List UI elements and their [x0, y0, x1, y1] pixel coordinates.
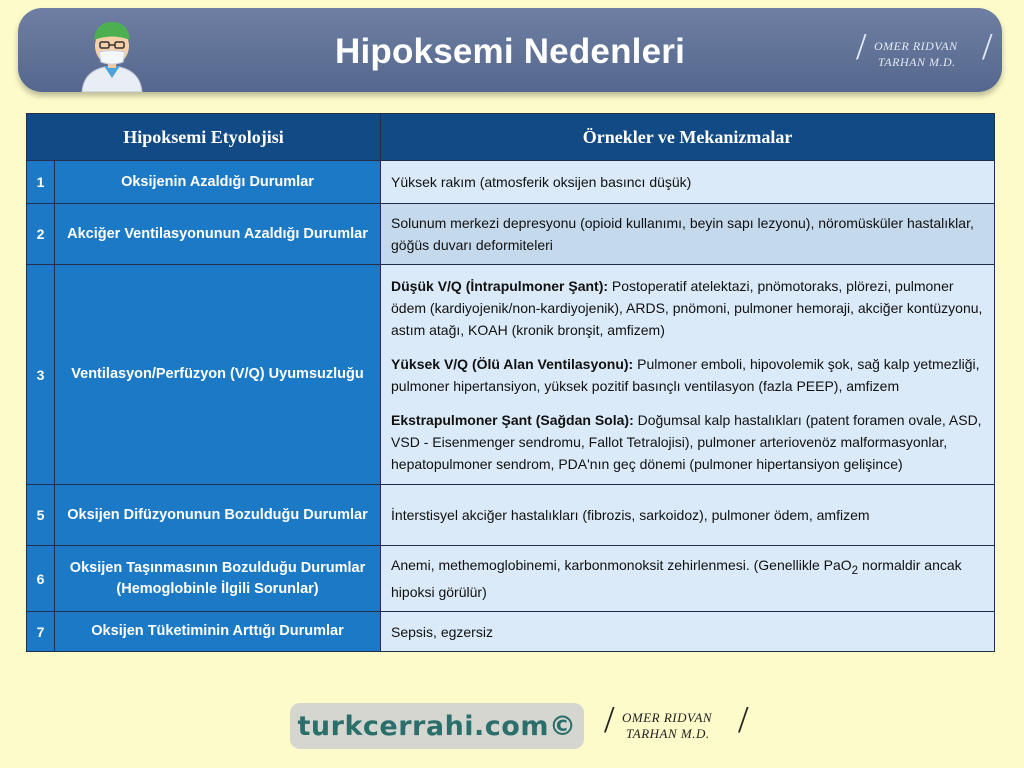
- examples-cell: Yüksek rakım (atmosferik oksijen basıncı düşük): [381, 161, 995, 204]
- mechanism-label: Düşük V/Q (İntrapulmoner Şant):: [391, 277, 609, 294]
- etiology-cell: [55, 546, 381, 612]
- etiology-cell: Oksijenin Azaldığı Durumlar: [55, 161, 381, 204]
- etiology-cell: Oksijen Difüzyonunun Bozulduğu Durumlar: [55, 485, 381, 546]
- table-row: [27, 485, 995, 546]
- examples-cell: [381, 265, 995, 485]
- row-number: 1: [27, 161, 55, 204]
- mechanism-block-high-vq: [391, 353, 984, 397]
- examples-cell: İnterstisyel akciğer hastalıkları (fibrozis, sarkoidoz), pulmoner ödem, amfizem: [381, 485, 995, 546]
- signature-line-2: TARHAN M.D.: [878, 55, 956, 69]
- mechanism-text: Pulmoner emboli, hipovolemik şok, sağ kalp yetmezliği, pulmoner hipertansiyon, yüksek pozitif basınçlı ventilasyon (fazla PEEP), amfizem: [391, 355, 980, 394]
- row-number: 2: [27, 204, 55, 265]
- footer-signature-logo: [604, 699, 754, 749]
- etiology-line: (Hemoglobinle İlgili Sorunlar): [116, 580, 319, 597]
- examples-cell: Sepsis, egzersiz: [381, 612, 995, 652]
- header-banner: [18, 8, 1002, 92]
- row-number: 3: [27, 265, 55, 485]
- signature-logo: [856, 26, 996, 82]
- table-row: [27, 265, 995, 485]
- signature-slash-left: /: [604, 699, 616, 741]
- column-header-etiology: Hipoksemi Etyolojisi: [27, 114, 381, 161]
- etiology-cell: Oksijen Tüketiminin Arttığı Durumlar: [55, 612, 381, 652]
- row-number: 7: [27, 612, 55, 652]
- example-text: Anemi, methemoglobinemi, karbonmonoksit zehirlenmesi. (Genellikle PaO: [391, 556, 852, 573]
- example-text: normaldir ancak hipoksi görülür): [391, 556, 962, 601]
- signature-line-1: OMER RIDVAN: [622, 710, 713, 725]
- mechanism-block-extrapulmonary-shunt: [391, 409, 984, 475]
- examples-cell: [381, 546, 995, 612]
- etiology-line: Oksijen Taşınmasının Bozulduğu Durumlar: [69, 559, 366, 576]
- table-header-row: [27, 114, 995, 161]
- brand-text: turkcerrahi.com©: [297, 710, 577, 742]
- mechanism-text: Doğumsal kalp hastalıkları (patent foramen ovale, ASD, VSD - Eisenmenger sendromu, Fallot Tetralojisi), pulmoner arteriovenöz malformasyonlar, hepatopulmoner sendrom, PDA'nın geç dönemi (pulmoner hipertansiyon gelişince): [391, 411, 982, 472]
- table-row: [27, 612, 995, 652]
- table-row: [27, 546, 995, 612]
- table-row: [27, 161, 995, 204]
- signature-slash-right: /: [982, 26, 994, 68]
- etiology-cell: Ventilasyon/Perfüzyon (V/Q) Uyumsuzluğu: [55, 265, 381, 485]
- mechanism-label: Ekstrapulmoner Şant (Sağdan Sola):: [391, 411, 634, 428]
- examples-cell: Solunum merkezi depresyonu (opioid kullanımı, beyin sapı lezyonu), nöromüsküler hastalıklar, göğüs duvarı deformiteleri: [381, 204, 995, 265]
- column-header-examples: Örnekler ve Mekanizmalar: [381, 114, 995, 161]
- brand-badge[interactable]: [290, 703, 584, 749]
- row-number: 6: [27, 546, 55, 612]
- mechanism-text: Postoperatif atelektazi, pnömotoraks, plörezi, pulmoner ödem (kardiyojenik/non-kardiyojenik), ARDS, pnömoni, pulmoner hemoraji, akciğer kontüzyonu, astım atağı, KOAH (kronik bronşit, amfizem): [391, 277, 983, 338]
- signature-line-1: OMER RIDVAN: [874, 39, 958, 53]
- signature-line-2: TARHAN M.D.: [626, 726, 710, 741]
- etiology-cell: Akciğer Ventilasyonunun Azaldığı Durumlar: [55, 204, 381, 265]
- mechanism-label: Yüksek V/Q (Ölü Alan Ventilasyonu):: [391, 355, 634, 372]
- table-row: [27, 204, 995, 265]
- page-title: Hipoksemi Nedenleri: [334, 32, 686, 71]
- mechanism-block-low-vq: [391, 275, 984, 341]
- hypoxemia-table: [26, 113, 995, 652]
- row-number: 5: [27, 485, 55, 546]
- signature-slash-left: /: [856, 26, 868, 68]
- subscript: 2: [851, 563, 859, 577]
- signature-slash-right: /: [738, 699, 750, 741]
